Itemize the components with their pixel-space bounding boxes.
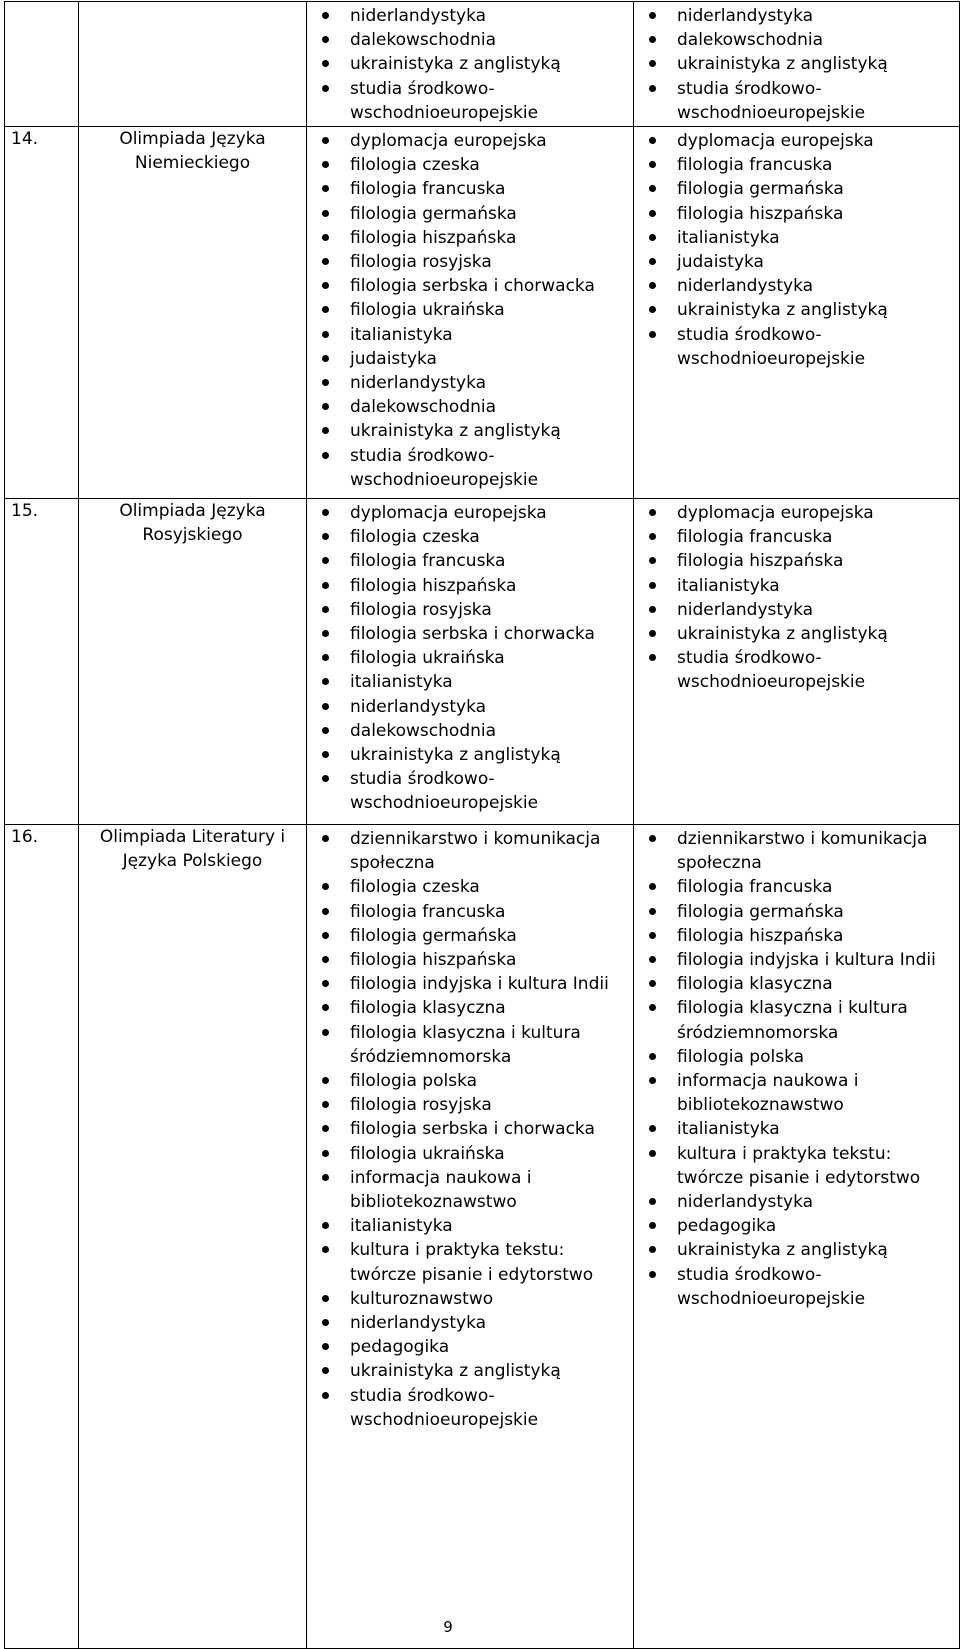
field-list-item: italianistyka [321,1214,627,1238]
fields-column-b [634,499,960,825]
field-list-item: niderlandystyka [648,598,953,622]
field-list-item: italianistyka [321,323,627,347]
field-list-item: kulturoznawstwo [321,1287,627,1311]
field-list-item: filologia rosyjska [321,598,627,622]
field-list [634,499,959,696]
field-list [307,127,633,493]
field-list-item: filologia polska [648,1045,953,1069]
field-list-item: informacja naukowa i bibliotekoznawstwo [648,1069,953,1117]
field-list-item: kultura i praktyka tekstu: twórcze pisanie i edytorstwo [321,1238,627,1286]
field-list-item: studia środkowo-wschodnioeuropejskie [648,646,953,694]
field-list-item: filologia czeska [321,875,627,899]
field-list-item: filologia germańska [648,177,953,201]
field-list-item: filologia francuska [321,900,627,924]
fields-column-a [307,2,634,127]
olympiad-name: Olimpiada Języka Rosyjskiego [79,499,307,825]
fields-column-b [634,127,960,499]
field-list-item: dyplomacja europejska [648,501,953,525]
field-list-item: niderlandystyka [321,1311,627,1335]
field-list-item: dyplomacja europejska [648,129,953,153]
field-list-item: niderlandystyka [648,1190,953,1214]
field-list-item: ukrainistyka z anglistyką [648,1238,953,1262]
olympiad-name [79,2,307,127]
fields-column-a [307,499,634,825]
field-list-item: filologia francuska [648,875,953,899]
field-list-item: filologia hiszpańska [321,574,627,598]
fields-column-b [634,825,960,1649]
field-list [307,2,633,126]
olympiad-number: 14. [5,127,79,499]
field-list [634,127,959,372]
olympiad-number [5,2,79,127]
field-list-item: italianistyka [321,670,627,694]
field-list-item: niderlandystyka [321,695,627,719]
field-list-item: filologia ukraińska [321,646,627,670]
field-list-item: dalekowschodnia [321,28,627,52]
field-list-item: filologia hiszpańska [648,549,953,573]
fields-column-a [307,825,634,1649]
field-list [634,2,959,126]
field-list-item: filologia indyjska i kultura Indii [648,948,953,972]
table-row [5,499,960,825]
field-list-item: italianistyka [648,1117,953,1141]
field-list-item: filologia rosyjska [321,1093,627,1117]
olympiad-name: Olimpiada Języka Niemieckiego [79,127,307,499]
field-list-item: dalekowschodnia [321,395,627,419]
table-row [5,825,960,1649]
field-list-item: ukrainistyka z anglistyką [648,622,953,646]
olympiad-table-body [5,2,960,1649]
field-list-item: filologia serbska i chorwacka [321,1117,627,1141]
table-row [5,2,960,127]
field-list-item: niderlandystyka [321,4,627,28]
field-list-item: studia środkowo-wschodnioeuropejskie [648,77,953,125]
field-list-item: filologia serbska i chorwacka [321,274,627,298]
field-list-item: ukrainistyka z anglistyką [648,52,953,76]
field-list-item: dziennikarstwo i komunikacja społeczna [321,827,627,875]
field-list-item: filologia czeska [321,525,627,549]
page-number: 9 [443,1618,453,1636]
field-list-item: niderlandystyka [321,371,627,395]
field-list-item: filologia germańska [321,924,627,948]
olympiad-table [4,1,960,1649]
field-list-item: niderlandystyka [648,4,953,28]
field-list-item: ukrainistyka z anglistyką [321,1359,627,1383]
field-list-item: filologia francuska [648,153,953,177]
field-list-item: filologia hiszpańska [321,226,627,250]
field-list-item: studia środkowo-wschodnioeuropejskie [321,77,627,125]
field-list [634,825,959,1312]
field-list-item: filologia klasyczna [648,972,953,996]
field-list-item: filologia czeska [321,153,627,177]
field-list-item: ukrainistyka z anglistyką [321,743,627,767]
field-list-item: filologia klasyczna [321,996,627,1020]
field-list-item: filologia klasyczna i kultura śródziemnomorska [648,996,953,1044]
field-list-item: ukrainistyka z anglistyką [321,419,627,443]
field-list [307,499,633,817]
field-list-item: italianistyka [648,226,953,250]
field-list-item: filologia rosyjska [321,250,627,274]
field-list-item: dyplomacja europejska [321,501,627,525]
field-list-item: filologia francuska [321,549,627,573]
field-list-item: italianistyka [648,574,953,598]
field-list-item: ukrainistyka z anglistyką [648,298,953,322]
field-list-item: filologia klasyczna i kultura śródziemnomorska [321,1021,627,1069]
field-list-item: filologia francuska [321,177,627,201]
field-list-item: filologia germańska [648,900,953,924]
field-list-item: niderlandystyka [648,274,953,298]
field-list-item: studia środkowo-wschodnioeuropejskie [648,323,953,371]
field-list-item: dalekowschodnia [321,719,627,743]
field-list-item: filologia indyjska i kultura Indii [321,972,627,996]
olympiad-name: Olimpiada Literatury i Języka Polskiego [79,825,307,1649]
field-list-item: judaistyka [321,347,627,371]
field-list-item: pedagogika [648,1214,953,1238]
table-row [5,127,960,499]
field-list-item: studia środkowo-wschodnioeuropejskie [648,1263,953,1311]
field-list-item: filologia hiszpańska [321,948,627,972]
field-list-item: filologia francuska [648,525,953,549]
field-list-item: informacja naukowa i bibliotekoznawstwo [321,1166,627,1214]
field-list-item: judaistyka [648,250,953,274]
field-list-item: filologia hiszpańska [648,924,953,948]
fields-column-b [634,2,960,127]
field-list-item: ukrainistyka z anglistyką [321,52,627,76]
field-list-item: pedagogika [321,1335,627,1359]
field-list-item: studia środkowo-wschodnioeuropejskie [321,444,627,492]
field-list-item: filologia germańska [321,202,627,226]
field-list-item: kultura i praktyka tekstu: twórcze pisanie i edytorstwo [648,1142,953,1190]
field-list-item: dziennikarstwo i komunikacja społeczna [648,827,953,875]
field-list-item: filologia hiszpańska [648,202,953,226]
field-list-item: studia środkowo-wschodnioeuropejskie [321,767,627,815]
field-list-item: dalekowschodnia [648,28,953,52]
field-list-item: dyplomacja europejska [321,129,627,153]
field-list-item: filologia ukraińska [321,298,627,322]
olympiad-number: 15. [5,499,79,825]
olympiad-number: 16. [5,825,79,1649]
fields-column-a [307,127,634,499]
field-list-item: filologia ukraińska [321,1142,627,1166]
field-list [307,825,633,1433]
field-list-item: filologia polska [321,1069,627,1093]
field-list-item: studia środkowo-wschodnioeuropejskie [321,1384,627,1432]
field-list-item: filologia serbska i chorwacka [321,622,627,646]
